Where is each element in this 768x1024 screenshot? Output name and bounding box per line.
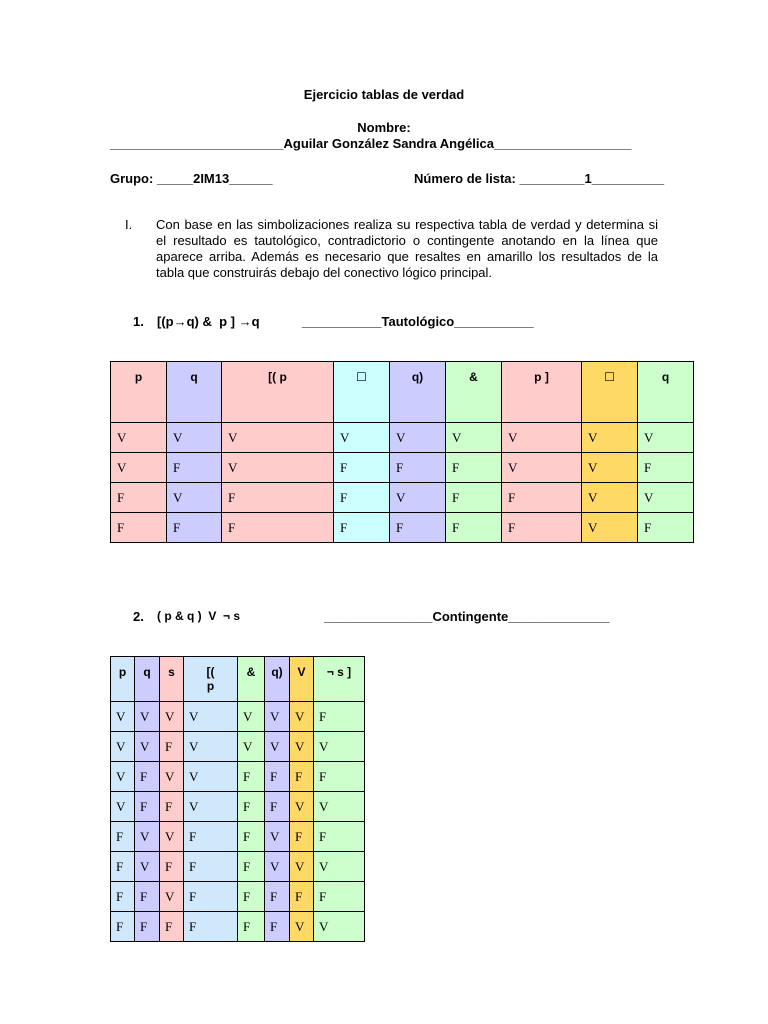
header-cell: [( p — [184, 657, 238, 702]
truth-value-cell: V — [167, 423, 222, 453]
truth-value-cell: V — [160, 702, 184, 732]
table-row — [111, 882, 365, 912]
truth-value-cell: F — [502, 483, 582, 513]
truth-value-cell: V — [314, 852, 365, 882]
header-cell: ☐ — [334, 362, 390, 423]
truth-value-cell: F — [238, 792, 265, 822]
table-row — [111, 483, 694, 513]
truth-value-cell: F — [334, 483, 390, 513]
truth-value-cell: V — [135, 852, 160, 882]
truth-value-cell: V — [314, 732, 365, 762]
header-row — [111, 362, 694, 423]
truth-value-cell: F — [160, 912, 184, 942]
truth-value-cell: F — [334, 513, 390, 543]
truth-value-cell: F — [111, 822, 135, 852]
truth-value-cell: V — [290, 702, 314, 732]
truth-value-cell: V — [111, 702, 135, 732]
truth-value-cell: F — [135, 912, 160, 942]
truth-value-cell: V — [265, 852, 290, 882]
truth-value-cell: V — [184, 702, 238, 732]
truth-value-cell: V — [638, 483, 694, 513]
header-cell: ¬ s ] — [314, 657, 365, 702]
truth-value-cell: F — [167, 453, 222, 483]
truth-value-cell: V — [111, 792, 135, 822]
truth-value-cell: F — [638, 513, 694, 543]
truth-value-cell: F — [160, 732, 184, 762]
truth-value-cell: F — [111, 882, 135, 912]
truth-value-cell: V — [160, 822, 184, 852]
truth-value-cell: F — [135, 882, 160, 912]
truth-value-cell: F — [265, 792, 290, 822]
header-cell: p — [111, 657, 135, 702]
truth-value-cell: F — [314, 822, 365, 852]
header-cell: [( p — [222, 362, 334, 423]
truth-value-cell: V — [222, 453, 334, 483]
truth-value-cell: F — [160, 852, 184, 882]
truth-value-cell: V — [390, 423, 446, 453]
truth-value-cell: V — [160, 882, 184, 912]
truth-value-cell: F — [111, 513, 167, 543]
nombre-label: Nombre: — [357, 120, 411, 135]
truth-value-cell: V — [265, 702, 290, 732]
table-row — [111, 792, 365, 822]
truth-value-cell: V — [502, 423, 582, 453]
truth-value-cell: F — [265, 882, 290, 912]
truth-value-cell: F — [265, 762, 290, 792]
truth-value-cell: V — [334, 423, 390, 453]
truth-value-cell: V — [167, 483, 222, 513]
truth-value-cell: V — [582, 453, 638, 483]
truth-value-cell: F — [502, 513, 582, 543]
header-cell: s — [160, 657, 184, 702]
exercise2-number: 2. — [133, 609, 144, 624]
grupo-field: Grupo: _____2IM13______ — [110, 171, 273, 186]
truth-value-cell: V — [390, 483, 446, 513]
header-row — [111, 657, 365, 702]
header-cell: q) — [265, 657, 290, 702]
truth-value-cell: V — [638, 423, 694, 453]
truth-value-cell: F — [238, 852, 265, 882]
truth-value-cell: V — [111, 453, 167, 483]
truth-value-cell: V — [184, 792, 238, 822]
nombre-line: ________________________Aguilar González Sandra Angélica___________________ — [110, 136, 632, 151]
truth-value-cell: V — [111, 732, 135, 762]
truth-value-cell: V — [314, 912, 365, 942]
table-row — [111, 702, 365, 732]
truth-value-cell: F — [222, 513, 334, 543]
table-row — [111, 822, 365, 852]
table-row — [111, 912, 365, 942]
header-cell: q — [167, 362, 222, 423]
numero-lista-field: Número de lista: _________1__________ — [414, 171, 665, 186]
truth-value-cell: F — [265, 912, 290, 942]
truth-value-cell: V — [238, 702, 265, 732]
truth-value-cell: F — [290, 762, 314, 792]
header-cell: p ] — [502, 362, 582, 423]
truth-value-cell: F — [390, 453, 446, 483]
table-row — [111, 732, 365, 762]
truth-value-cell: V — [582, 483, 638, 513]
truth-value-cell: V — [502, 453, 582, 483]
table-row — [111, 513, 694, 543]
truth-value-cell: V — [160, 762, 184, 792]
section-numeral: I. — [125, 217, 133, 232]
table-row — [111, 762, 365, 792]
truth-value-cell: F — [111, 483, 167, 513]
header-cell: ☐ — [582, 362, 638, 423]
header-cell: p — [111, 362, 167, 423]
header-cell: V — [290, 657, 314, 702]
truth-value-cell: F — [290, 822, 314, 852]
truth-value-cell: V — [265, 732, 290, 762]
truth-value-cell: F — [184, 882, 238, 912]
truth-value-cell: V — [290, 852, 314, 882]
header-cell: & — [446, 362, 502, 423]
exercise1-formula: [(p→q) & p ] →q — [157, 314, 260, 329]
truth-table-1 — [110, 361, 694, 543]
truth-value-cell: F — [111, 852, 135, 882]
exercise2-formula: ( p & q ) V ¬ s — [157, 609, 241, 623]
header-cell: q — [638, 362, 694, 423]
truth-value-cell: V — [111, 423, 167, 453]
truth-value-cell: F — [334, 453, 390, 483]
header-cell: q) — [390, 362, 446, 423]
header-cell: & — [238, 657, 265, 702]
truth-value-cell: F — [238, 912, 265, 942]
truth-value-cell: F — [184, 852, 238, 882]
truth-value-cell: F — [111, 912, 135, 942]
truth-value-cell: V — [290, 732, 314, 762]
truth-value-cell: F — [222, 483, 334, 513]
truth-value-cell: V — [446, 423, 502, 453]
exercise1-answer: ___________Tautológico___________ — [302, 314, 534, 329]
document-title: Ejercicio tablas de verdad — [303, 87, 465, 102]
truth-value-cell: V — [184, 762, 238, 792]
header-cell: q — [135, 657, 160, 702]
truth-value-cell: V — [135, 702, 160, 732]
truth-value-cell: F — [446, 483, 502, 513]
truth-value-cell: V — [135, 732, 160, 762]
truth-table-2 — [110, 656, 365, 942]
exercise2-answer: _______________Contingente______________ — [324, 609, 610, 624]
truth-value-cell: F — [446, 513, 502, 543]
table-row — [111, 453, 694, 483]
truth-value-cell: F — [167, 513, 222, 543]
truth-value-cell: V — [238, 732, 265, 762]
truth-value-cell: F — [184, 912, 238, 942]
truth-value-cell: F — [135, 792, 160, 822]
truth-value-cell: V — [135, 822, 160, 852]
truth-value-cell: F — [238, 882, 265, 912]
exercise1-number: 1. — [133, 314, 144, 329]
truth-value-cell: F — [238, 762, 265, 792]
truth-value-cell: F — [314, 702, 365, 732]
truth-value-cell: F — [638, 453, 694, 483]
truth-value-cell: F — [390, 513, 446, 543]
truth-value-cell: V — [290, 912, 314, 942]
truth-value-cell: F — [446, 453, 502, 483]
truth-value-cell: V — [314, 792, 365, 822]
truth-value-cell: F — [160, 792, 184, 822]
truth-value-cell: F — [184, 822, 238, 852]
table-row — [111, 852, 365, 882]
truth-value-cell: V — [265, 822, 290, 852]
table-row — [111, 423, 694, 453]
truth-value-cell: F — [135, 762, 160, 792]
truth-value-cell: V — [184, 732, 238, 762]
truth-value-cell: V — [582, 513, 638, 543]
truth-value-cell: V — [111, 762, 135, 792]
truth-value-cell: V — [290, 792, 314, 822]
truth-value-cell: V — [582, 423, 638, 453]
truth-value-cell: F — [314, 762, 365, 792]
instructions-paragraph: Con base en las simbolizaciones realiza su respectiva tabla de verdad y determina si el resultado es tautológico, contradictorio o contingente anotando en la línea que aparece arriba. Además es necesario que resaltes en amarillo los resultados de la tabla que construirás debajo del conectivo lógico principal. — [156, 217, 658, 280]
truth-value-cell: F — [314, 882, 365, 912]
truth-value-cell: F — [238, 822, 265, 852]
truth-value-cell: V — [222, 423, 334, 453]
truth-value-cell: F — [290, 882, 314, 912]
